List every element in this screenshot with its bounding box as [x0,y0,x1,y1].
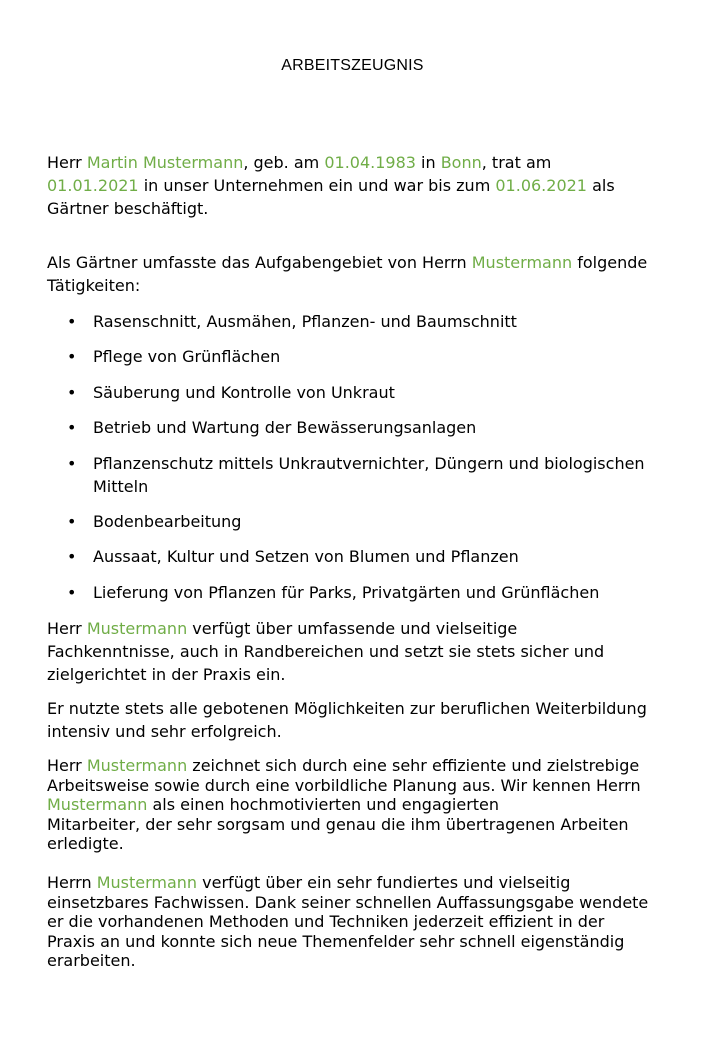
intro-als: als [586,176,615,195]
list-item [47,581,662,604]
surname-highlight: Mustermann [86,756,188,775]
paragraph-line: Praxis an und konnte sich neue Themenfelder sehr schnell eigenständig [47,931,625,951]
task-text-continuation: Mitteln [93,476,149,496]
task-text: Pflege von Grünflächen [93,347,281,367]
task-text: Betrieb und Wartung der Bewässerungsanlagen [93,418,477,438]
paragraph-line: Fachkenntnisse, auch in Randbereichen und setzt sie stets sicher und [47,642,605,661]
paragraph-line: einsetzbares Fachwissen. Dank seiner schnellen Auffassungsgabe wendete [47,892,649,912]
task-text: Säuberung und Kontrolle von Unkraut [93,382,395,402]
intro-line-1 [47,151,662,174]
text-herr: Herr [47,756,87,775]
task-text: Rasenschnitt, Ausmähen, Pflanzen- und Baumschnitt [93,312,517,331]
bullet-icon: • [67,511,77,531]
bullet-icon: • [67,453,77,473]
paragraph-line: zielgerichtet in der Praxis ein. [47,665,286,684]
text-fragment: als einen hochmotivierten und engagierten [147,795,500,814]
paragraph-line [47,873,662,893]
bullet-icon: • [67,347,77,367]
text-fragment: verfügt über umfassende und vielseitige [187,619,518,638]
intro-unternehmen: in unser Unternehmen ein und war bis zum [138,176,496,195]
duties-intro-line-2: Tätigkeiten: [47,276,141,295]
task-list [47,310,662,616]
bullet-icon: • [67,582,77,602]
paragraph-fachkenntnisse [47,617,662,686]
paragraph-line: er die vorhandenen Methoden und Techniken jederzeit effizient in der [47,912,605,931]
list-item [47,345,662,368]
text-fragment: verfügt über ein sehr fundiertes und vielseitig [197,873,571,892]
text-herr: Herr [47,619,87,638]
paragraph-fachwissen [47,873,662,971]
paragraph-line: intensiv und sehr erfolgreich. [47,722,282,741]
start-date: 01.01.2021 [47,176,139,195]
employee-name: Martin Mustermann [86,153,244,172]
document-title: ARBEITSZEUGNIS [281,57,424,74]
paragraph-line: Er nutzte stets alle gebotenen Möglichkeiten zur beruflichen Weiterbildung [47,699,647,718]
list-item [47,310,662,333]
bullet-icon: • [67,547,77,567]
surname-highlight: Mustermann [86,619,188,638]
paragraph-line: erarbeiten. [47,951,136,970]
surname-highlight: Mustermann [96,873,198,892]
duties-intro [47,251,662,297]
intro-line-2 [47,174,662,197]
task-text: Bodenbearbeitung [93,511,242,531]
text-herrn: Herrn [47,873,97,892]
surname-highlight: Mustermann [471,253,573,272]
text-fragment: zeichnet sich durch eine sehr effiziente und zielstrebige [187,756,640,775]
task-text: Lieferung von Pflanzen für Parks, Privatgärten und Grünflächen [93,582,600,602]
intro-herr: Herr [47,153,87,172]
duties-intro-folgende: folgende [572,253,648,272]
paragraph-line [47,795,662,815]
birth-date: 01.04.1983 [324,153,416,172]
task-text: Aussaat, Kultur und Setzen von Blumen und Pflanzen [93,547,519,567]
end-date: 01.06.2021 [495,176,587,195]
paragraph-line [47,756,662,776]
paragraph-line: Mitarbeiter, der sehr sorgsam und genau die ihm übertragenen Arbeiten [47,814,629,834]
intro-trat-am: , trat am [481,153,552,172]
duties-intro-text: Als Gärtner umfasste das Aufgabengebiet von Herrn [47,253,472,272]
bullet-icon: • [67,382,77,402]
bullet-icon: • [67,312,77,331]
duties-intro-line-1 [47,251,662,274]
surname-highlight: Mustermann [47,795,148,814]
paragraph-arbeitsweise [47,756,662,854]
list-item [47,452,662,498]
birth-city: Bonn [440,153,482,172]
intro-in: in [415,153,441,172]
bullet-icon: • [67,418,77,438]
list-item [47,381,662,404]
paragraph-line [47,617,662,640]
task-text: Pflanzenschutz mittels Unkrautvernichter, Düngern und biologischen [93,453,645,473]
list-item [47,510,662,533]
paragraph-line: erledigte. [47,834,124,853]
paragraph-line: Arbeitsweise sowie durch eine vorbildliche Planung aus. Wir kennen Herrn [47,775,641,795]
intro-geb: , geb. am [243,153,325,172]
list-item [47,545,662,568]
intro-line-3: Gärtner beschäftigt. [47,199,209,218]
intro-paragraph [47,151,662,220]
list-item [47,416,662,439]
paragraph-weiterbildung [47,697,662,743]
